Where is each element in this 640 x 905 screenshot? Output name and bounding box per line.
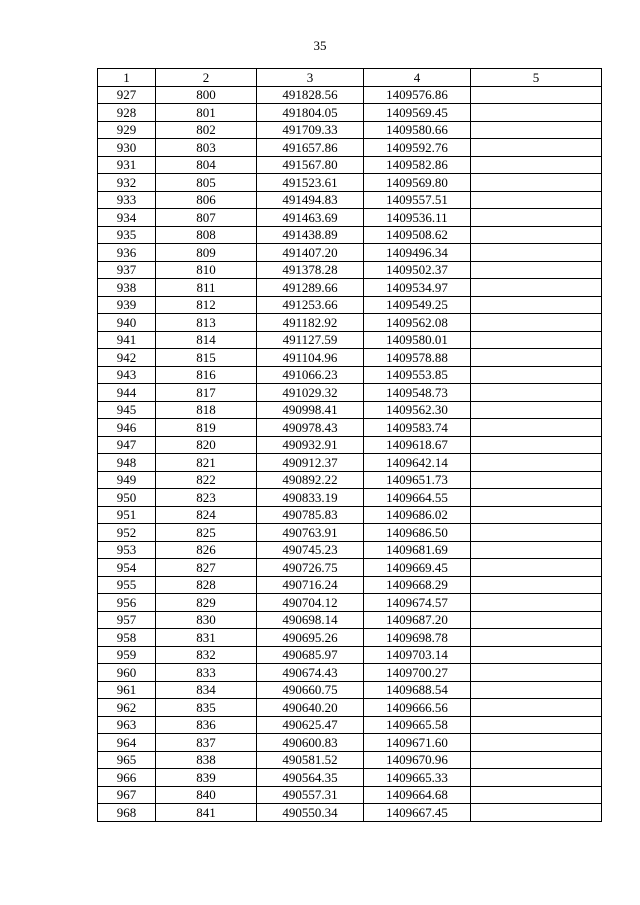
table-cell-col-4: 1409681.69 [364,541,471,559]
table-cell-col-5 [471,769,602,787]
table-cell-col-5 [471,244,602,262]
table-cell-col-1: 940 [98,314,156,332]
table-cell-col-5 [471,331,602,349]
table-cell-col-1: 968 [98,804,156,822]
table-cell-col-1: 961 [98,681,156,699]
column-header-2: 2 [156,69,257,87]
table-cell-col-5 [471,541,602,559]
table-cell-col-2: 827 [156,559,257,577]
table-cell-col-1: 947 [98,436,156,454]
table-cell-col-1: 965 [98,751,156,769]
table-row [98,559,602,577]
column-header-4: 4 [364,69,471,87]
table-cell-col-2: 820 [156,436,257,454]
table-cell-col-3: 491804.05 [257,104,364,122]
table-cell-col-4: 1409583.74 [364,419,471,437]
table-cell-col-5 [471,366,602,384]
table-cell-col-3: 490557.31 [257,786,364,804]
table-cell-col-4: 1409668.29 [364,576,471,594]
table-cell-col-4: 1409674.57 [364,594,471,612]
table-cell-col-1: 934 [98,209,156,227]
table-cell-col-4: 1409669.45 [364,559,471,577]
table-row [98,524,602,542]
table-cell-col-3: 491127.59 [257,331,364,349]
table-cell-col-2: 808 [156,226,257,244]
table-cell-col-5 [471,751,602,769]
table-cell-col-1: 946 [98,419,156,437]
table-cell-col-5 [471,804,602,822]
table-cell-col-2: 839 [156,769,257,787]
table-cell-col-3: 490640.20 [257,699,364,717]
table-row [98,384,602,402]
table-row [98,454,602,472]
table-cell-col-2: 805 [156,174,257,192]
table-cell-col-5 [471,279,602,297]
table-cell-col-2: 838 [156,751,257,769]
table-row [98,786,602,804]
table-cell-col-3: 490704.12 [257,594,364,612]
table-cell-col-4: 1409562.08 [364,314,471,332]
table-cell-col-2: 828 [156,576,257,594]
table-cell-col-2: 802 [156,121,257,139]
table-row [98,209,602,227]
table-row [98,576,602,594]
table-cell-col-2: 810 [156,261,257,279]
table-cell-col-4: 1409651.73 [364,471,471,489]
table-cell-col-1: 937 [98,261,156,279]
table-cell-col-2: 815 [156,349,257,367]
table-cell-col-1: 935 [98,226,156,244]
table-cell-col-5 [471,629,602,647]
table-cell-col-3: 491709.33 [257,121,364,139]
table-row [98,296,602,314]
table-cell-col-4: 1409548.73 [364,384,471,402]
table-row [98,594,602,612]
column-header-5: 5 [471,69,602,87]
table-row [98,156,602,174]
table-row [98,366,602,384]
table-row [98,401,602,419]
table-cell-col-2: 818 [156,401,257,419]
table-cell-col-5 [471,209,602,227]
table-cell-col-5 [471,611,602,629]
table-cell-col-5 [471,734,602,752]
table-cell-col-2: 837 [156,734,257,752]
table-cell-col-2: 825 [156,524,257,542]
table-cell-col-4: 1409580.01 [364,331,471,349]
table-cell-col-2: 824 [156,506,257,524]
table-cell-col-2: 811 [156,279,257,297]
table-body [98,86,602,821]
table-cell-col-4: 1409580.66 [364,121,471,139]
table-cell-col-4: 1409700.27 [364,664,471,682]
table-cell-col-2: 800 [156,86,257,104]
table-cell-col-1: 951 [98,506,156,524]
table-cell-col-4: 1409686.02 [364,506,471,524]
table-cell-col-4: 1409618.67 [364,436,471,454]
table-cell-col-2: 813 [156,314,257,332]
table-cell-col-1: 944 [98,384,156,402]
table-cell-col-4: 1409666.56 [364,699,471,717]
table-cell-col-2: 841 [156,804,257,822]
table-cell-col-5 [471,401,602,419]
table-cell-col-3: 491407.20 [257,244,364,262]
table-row [98,699,602,717]
table-cell-col-3: 490763.91 [257,524,364,542]
table-cell-col-3: 490660.75 [257,681,364,699]
table-cell-col-5 [471,489,602,507]
table-cell-col-3: 490892.22 [257,471,364,489]
table-cell-col-5 [471,191,602,209]
table-cell-col-1: 945 [98,401,156,419]
table-cell-col-2: 817 [156,384,257,402]
table-cell-col-3: 491289.66 [257,279,364,297]
table-cell-col-5 [471,681,602,699]
table-cell-col-5 [471,419,602,437]
table-cell-col-5 [471,86,602,104]
table-cell-col-4: 1409553.85 [364,366,471,384]
table-cell-col-3: 490912.37 [257,454,364,472]
table-cell-col-1: 927 [98,86,156,104]
table-cell-col-3: 490581.52 [257,751,364,769]
table-cell-col-3: 491438.89 [257,226,364,244]
table-cell-col-4: 1409502.37 [364,261,471,279]
table-cell-col-1: 942 [98,349,156,367]
table-cell-col-3: 491182.92 [257,314,364,332]
table-cell-col-2: 821 [156,454,257,472]
table-cell-col-4: 1409664.68 [364,786,471,804]
table-cell-col-3: 491066.23 [257,366,364,384]
table-cell-col-4: 1409557.51 [364,191,471,209]
table-row [98,419,602,437]
table-row [98,629,602,647]
table-cell-col-2: 801 [156,104,257,122]
table-cell-col-1: 949 [98,471,156,489]
table-cell-col-1: 932 [98,174,156,192]
table-cell-col-2: 822 [156,471,257,489]
table-cell-col-3: 491104.96 [257,349,364,367]
table-cell-col-5 [471,139,602,157]
table-cell-col-5 [471,506,602,524]
table-row [98,121,602,139]
table-cell-col-5 [471,121,602,139]
table-cell-col-3: 490600.83 [257,734,364,752]
table-cell-col-5 [471,594,602,612]
table-cell-col-1: 953 [98,541,156,559]
table-cell-col-3: 490745.23 [257,541,364,559]
table-cell-col-3: 490625.47 [257,716,364,734]
table-cell-col-1: 929 [98,121,156,139]
table-cell-col-5 [471,471,602,489]
table-cell-col-4: 1409569.45 [364,104,471,122]
table-cell-col-2: 803 [156,139,257,157]
table-cell-col-2: 829 [156,594,257,612]
table-cell-col-2: 814 [156,331,257,349]
table-row [98,611,602,629]
table-cell-col-4: 1409562.30 [364,401,471,419]
table-cell-col-1: 966 [98,769,156,787]
table-cell-col-3: 490716.24 [257,576,364,594]
table-cell-col-3: 491523.61 [257,174,364,192]
table-cell-col-4: 1409687.20 [364,611,471,629]
table-cell-col-2: 840 [156,786,257,804]
table-cell-col-4: 1409569.80 [364,174,471,192]
table-row [98,314,602,332]
table-cell-col-4: 1409549.25 [364,296,471,314]
table-cell-col-5 [471,314,602,332]
table-row [98,349,602,367]
table-cell-col-1: 955 [98,576,156,594]
table-cell-col-3: 490978.43 [257,419,364,437]
table-cell-col-1: 954 [98,559,156,577]
table-cell-col-3: 490685.97 [257,646,364,664]
column-header-3: 3 [257,69,364,87]
table-row [98,734,602,752]
table-cell-col-2: 831 [156,629,257,647]
table-cell-col-5 [471,646,602,664]
table-cell-col-5 [471,226,602,244]
table-cell-col-1: 957 [98,611,156,629]
table-row [98,681,602,699]
table-cell-col-3: 490998.41 [257,401,364,419]
table-cell-col-2: 823 [156,489,257,507]
table-cell-col-3: 491567.80 [257,156,364,174]
table-row [98,86,602,104]
table-cell-col-1: 964 [98,734,156,752]
table-cell-col-1: 950 [98,489,156,507]
table-cell-col-1: 938 [98,279,156,297]
table-cell-col-5 [471,699,602,717]
table-cell-col-5 [471,576,602,594]
table-cell-col-1: 963 [98,716,156,734]
table-cell-col-5 [471,559,602,577]
table-cell-col-1: 939 [98,296,156,314]
table-cell-col-5 [471,384,602,402]
table-cell-col-3: 491029.32 [257,384,364,402]
table-row [98,191,602,209]
table-cell-col-2: 830 [156,611,257,629]
table-cell-col-3: 491494.83 [257,191,364,209]
table-cell-col-3: 491657.86 [257,139,364,157]
table-cell-col-4: 1409508.62 [364,226,471,244]
table-cell-col-1: 941 [98,331,156,349]
table-cell-col-2: 809 [156,244,257,262]
table-cell-col-1: 928 [98,104,156,122]
table-cell-col-4: 1409670.96 [364,751,471,769]
table-cell-col-5 [471,104,602,122]
table-row [98,104,602,122]
table-cell-col-4: 1409688.54 [364,681,471,699]
table-cell-col-5 [471,524,602,542]
table-cell-col-4: 1409667.45 [364,804,471,822]
table-row [98,244,602,262]
table-cell-col-5 [471,156,602,174]
table-row [98,716,602,734]
table-cell-col-2: 826 [156,541,257,559]
table-cell-col-4: 1409665.58 [364,716,471,734]
table-cell-col-3: 491463.69 [257,209,364,227]
table-cell-col-3: 490726.75 [257,559,364,577]
table-cell-col-3: 490698.14 [257,611,364,629]
table-cell-col-1: 933 [98,191,156,209]
table-cell-col-2: 804 [156,156,257,174]
table-cell-col-1: 958 [98,629,156,647]
table-row [98,331,602,349]
table-cell-col-3: 490785.83 [257,506,364,524]
table-cell-col-2: 832 [156,646,257,664]
table-row [98,471,602,489]
table-cell-col-5 [471,436,602,454]
table-row [98,506,602,524]
table-cell-col-2: 833 [156,664,257,682]
table-cell-col-4: 1409576.86 [364,86,471,104]
table-cell-col-4: 1409534.97 [364,279,471,297]
table-cell-col-4: 1409703.14 [364,646,471,664]
table-cell-col-3: 490550.34 [257,804,364,822]
table-row [98,541,602,559]
table-cell-col-1: 960 [98,664,156,682]
table-row [98,174,602,192]
table-row [98,751,602,769]
table-cell-col-4: 1409536.11 [364,209,471,227]
table-cell-col-3: 490932.91 [257,436,364,454]
table-cell-col-5 [471,261,602,279]
table-cell-col-2: 834 [156,681,257,699]
table-row [98,769,602,787]
table-cell-col-1: 967 [98,786,156,804]
table-cell-col-1: 952 [98,524,156,542]
table-cell-col-2: 816 [156,366,257,384]
table-cell-col-1: 943 [98,366,156,384]
table-cell-col-4: 1409698.78 [364,629,471,647]
table-row [98,261,602,279]
table-cell-col-1: 962 [98,699,156,717]
table-row [98,804,602,822]
table-row [98,646,602,664]
table-row [98,664,602,682]
column-header-1: 1 [98,69,156,87]
table-row [98,279,602,297]
table-cell-col-4: 1409671.60 [364,734,471,752]
table-cell-col-4: 1409642.14 [364,454,471,472]
table-cell-col-1: 956 [98,594,156,612]
table-cell-col-1: 948 [98,454,156,472]
table-cell-col-5 [471,454,602,472]
table-cell-col-2: 807 [156,209,257,227]
table-cell-col-5 [471,296,602,314]
table-cell-col-3: 490674.43 [257,664,364,682]
table-cell-col-4: 1409664.55 [364,489,471,507]
table-cell-col-5 [471,716,602,734]
table-cell-col-1: 930 [98,139,156,157]
table-cell-col-2: 812 [156,296,257,314]
table-cell-col-4: 1409686.50 [364,524,471,542]
table-cell-col-5 [471,664,602,682]
table-cell-col-3: 491253.66 [257,296,364,314]
page-number: 35 [313,38,327,53]
table-cell-col-5 [471,786,602,804]
table-cell-col-3: 490564.35 [257,769,364,787]
table-cell-col-5 [471,174,602,192]
table-cell-col-1: 936 [98,244,156,262]
table-row [98,489,602,507]
table-cell-col-4: 1409582.86 [364,156,471,174]
table-cell-col-4: 1409578.88 [364,349,471,367]
table-cell-col-3: 491378.28 [257,261,364,279]
table-cell-col-3: 490695.26 [257,629,364,647]
table-cell-col-1: 931 [98,156,156,174]
table-cell-col-1: 959 [98,646,156,664]
table-cell-col-4: 1409496.34 [364,244,471,262]
table-cell-col-2: 819 [156,419,257,437]
table-cell-col-2: 835 [156,699,257,717]
table-cell-col-3: 490833.19 [257,489,364,507]
table-row [98,139,602,157]
table-cell-col-2: 836 [156,716,257,734]
table-row [98,226,602,244]
table-cell-col-4: 1409592.76 [364,139,471,157]
table-cell-col-2: 806 [156,191,257,209]
table-cell-col-5 [471,349,602,367]
coordinates-table [97,68,602,822]
table-cell-col-4: 1409665.33 [364,769,471,787]
table-header-row [98,69,602,87]
table-cell-col-3: 491828.56 [257,86,364,104]
table-row [98,436,602,454]
